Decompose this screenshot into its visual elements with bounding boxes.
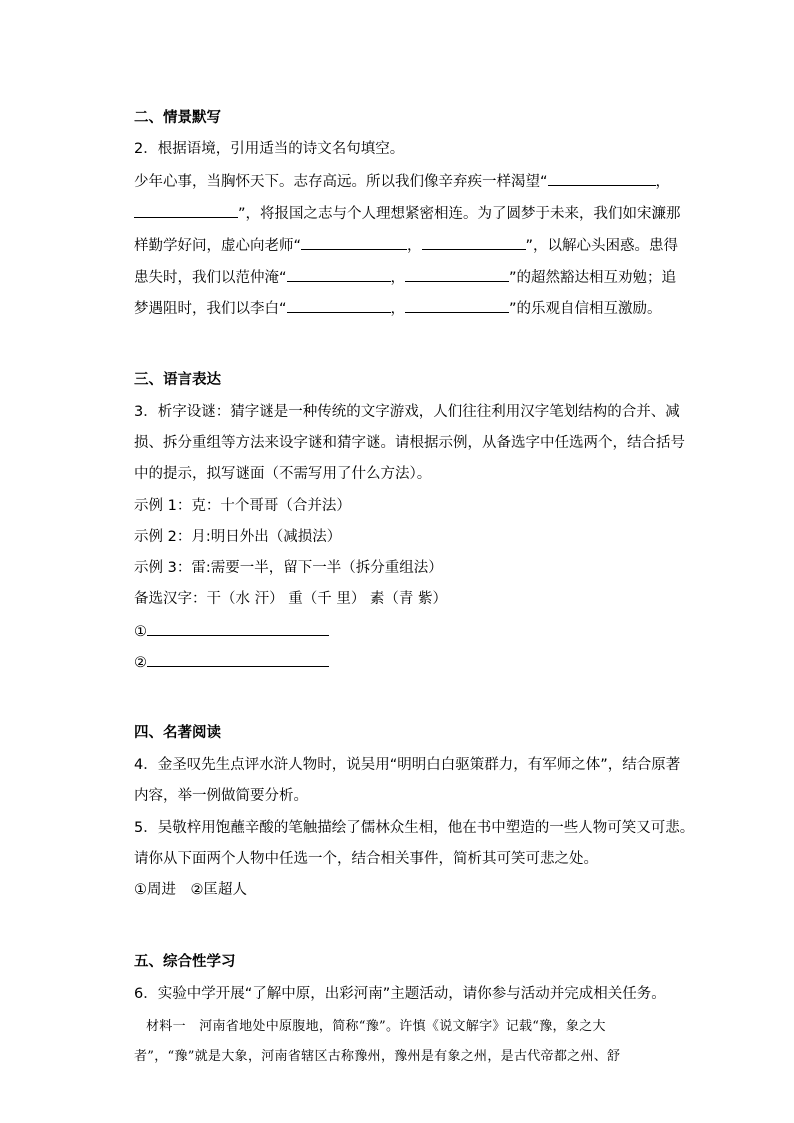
question-5-line-2: 请你从下面两个人物中任选一个，结合相关事件，简析其可笑可悲之处。 <box>134 851 598 867</box>
question-2-line-5: 梦遇阻时，我们以李白“ ， ”的乐观自信相互激励。 <box>134 298 674 319</box>
material-1-line-2: 者”，“豫”就是大象，河南省辖区古称豫州，豫州是有象之州，是古代帝都之州、舒 <box>134 1049 621 1064</box>
question-5-line-1: 5．吴敬梓用饱蘸辛酸的笔触描绘了儒林众生相，他在书中塑造的一些人物可笑又可悲。 <box>134 820 695 836</box>
material-1-line-1: 材料一 河南省地处中原腹地，简称“豫”。许慎《说文解字》记载“豫，象之大 <box>146 1019 606 1034</box>
question-3-line-3: 中的提示，拟写谜面（不需写用了什么方法）。 <box>134 466 432 482</box>
answer-blank[interactable] <box>287 298 391 313</box>
question-2-line-3: 样勤学好问，虚心向老师“ ， ”，以解心头困惑。患得 <box>134 235 674 256</box>
section-heading-2: 二、情景默写 <box>134 110 221 126</box>
question-6: 6．实验中学开展“了解中原，出彩河南”主题活动，请你参与活动并完成相关任务。 <box>134 986 666 1002</box>
question-3-line-1: 3．析字设谜：猜字谜是一种传统的文字游戏，人们往往利用汉字笔划结构的合并、减 <box>134 404 680 420</box>
answer-blank[interactable] <box>405 267 509 282</box>
answer-blank[interactable] <box>301 235 407 250</box>
question-2-prompt: 2．根据语境，引用适当的诗文名句填空。 <box>134 141 405 157</box>
candidate-characters: 备选汉字：干（水 汗） 重（千 里） 素（青 紫） <box>134 591 448 607</box>
answer-line-1: ① <box>134 621 674 642</box>
question-3-line-2: 损、拆分重组等方法来设字谜和猜字谜。请根据示例，从备选字中任选两个，结合括号 <box>134 435 685 451</box>
question-2-line-2: ”，将报国之志与个人理想紧密相连。为了圆梦于未来，我们如宋濂那 <box>134 203 674 224</box>
answer-blank[interactable] <box>405 298 509 313</box>
answer-blank[interactable] <box>422 235 526 250</box>
section-heading-5: 五、综合性学习 <box>134 954 236 970</box>
section-heading-3: 三、语言表达 <box>134 372 221 388</box>
question-4-line-2: 内容，举一例做简要分析。 <box>134 788 308 804</box>
answer-blank[interactable] <box>134 203 238 218</box>
question-4-line-1: 4．金圣叹先生点评水浒人物时，说吴用“明明白白驱策群力，有军师之体”，结合原著 <box>134 757 681 773</box>
answer-blank[interactable] <box>548 171 656 186</box>
example-2: 示例 2：月:明日外出（减损法） <box>134 529 342 545</box>
answer-blank[interactable] <box>287 267 391 282</box>
example-3: 示例 3：雷:需要一半，留下一半（拆分重组法） <box>134 560 443 576</box>
section-heading-4: 四、名著阅读 <box>134 725 221 741</box>
question-5-options: ①周进 ②匡超人 <box>134 882 247 898</box>
answer-blank[interactable] <box>147 652 329 667</box>
answer-blank[interactable] <box>147 621 329 636</box>
question-2-line-1: 少年心事，当胸怀天下。志存高远。所以我们像辛弃疾一样渴望“ ， <box>134 171 674 192</box>
answer-line-2: ② <box>134 652 674 673</box>
question-2-line-4: 患失时，我们以范仲淹“ ， ”的超然豁达相互劝勉；追 <box>134 267 674 288</box>
example-1: 示例 1：克：十个哥哥（合并法） <box>134 498 351 514</box>
